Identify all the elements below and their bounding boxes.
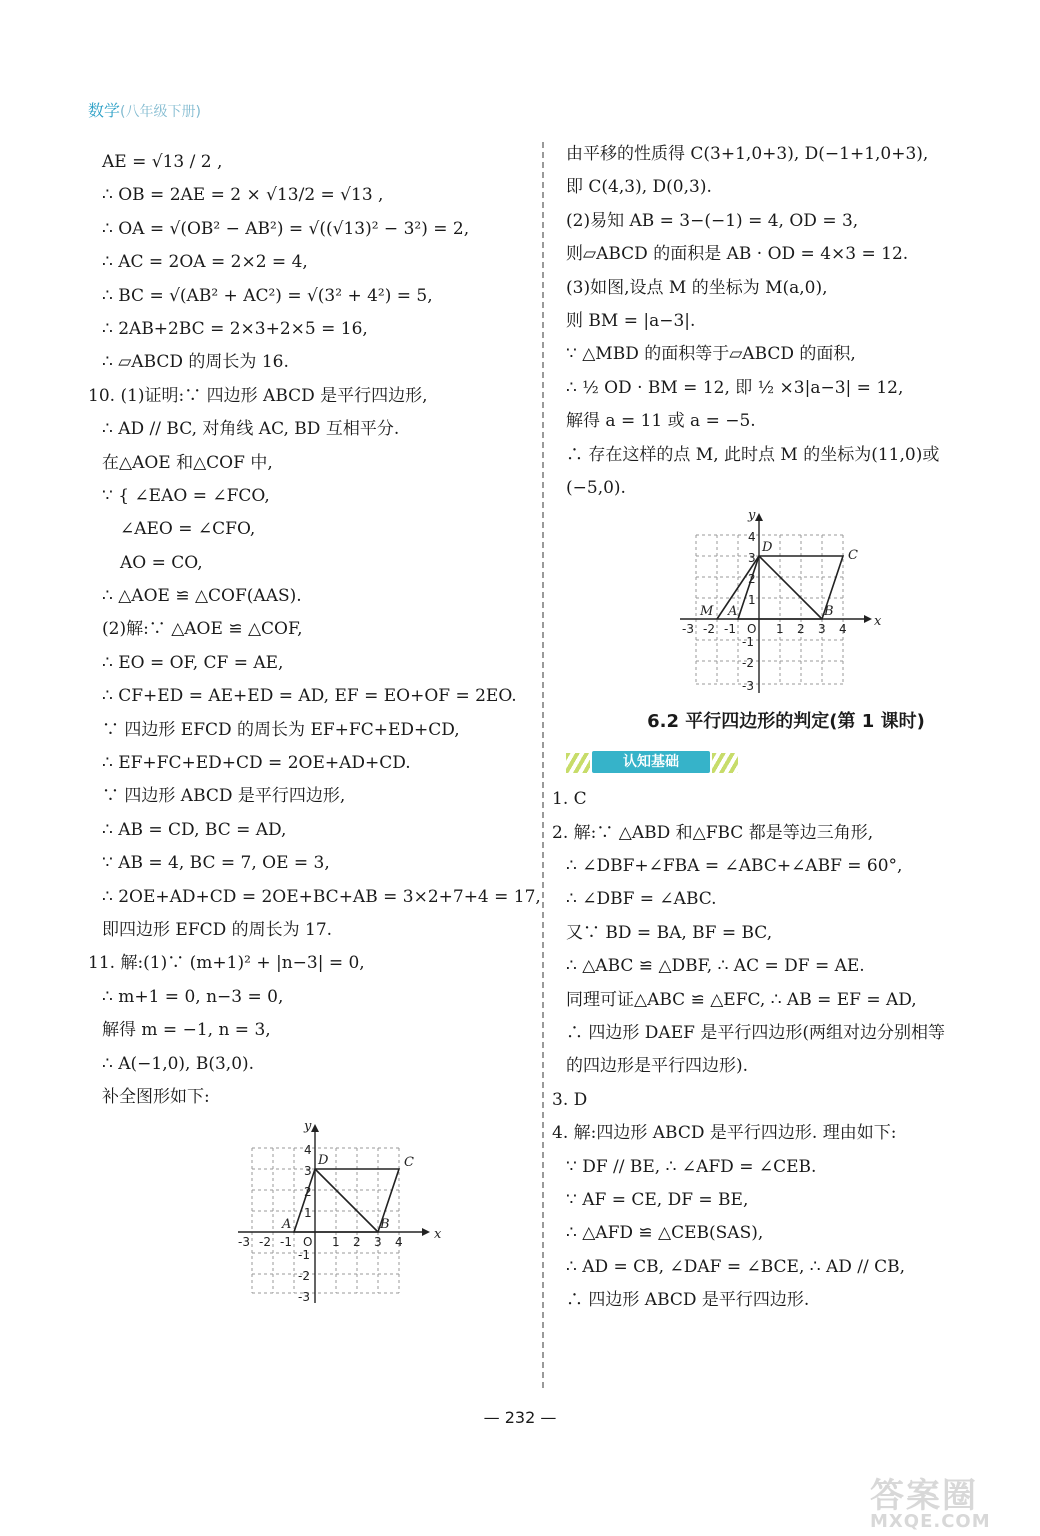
origin-label: O [303,1235,313,1250]
page-header [88,98,201,121]
y-tick: -1 [298,1248,310,1263]
point-B: B [824,604,834,620]
x-tick: -3 [682,622,694,637]
text-line: 则 BM = |a−3|. [566,310,696,331]
x-tick: 3 [818,622,826,637]
text-line: 补全图形如下: [102,1086,210,1107]
point-A: A [728,604,738,620]
text-line: ∴ AC = 2OA = 2×2 = 4, [102,252,308,273]
text-line: ∴ AD = CB, ∠DAF = ∠BCE, ∴ AD // CB, [566,1256,906,1277]
text-line: ∴ A(−1,0), B(3,0). [102,1053,255,1074]
text-line: ∴ △ABC ≌ △DBF, ∴ AC = DF = AE. [566,956,865,977]
subject-label: 数学 [88,101,121,120]
banner-label: 认知基础 [592,751,710,773]
section-banner [566,749,746,775]
question-10: 10. (1)证明:∵ 四边形 ABCD 是平行四边形, [88,385,428,406]
text-line: ∴ 2AB+2BC = 2×3+2×5 = 16, [102,318,368,339]
coordinate-figure-right [666,509,886,699]
text-line: ∵ AB = 4, BC = 7, OE = 3, [102,853,330,874]
text-line: ∴ m+1 = 0, n−3 = 0, [102,986,284,1007]
text-line: ∴ 四边形 DAEF 是平行四边形(两组对边分别相等 [566,1023,945,1044]
text-line: ∴ △AFD ≌ △CEB(SAS), [566,1223,764,1244]
y-tick: 2 [748,572,756,587]
text-line: ∴ OA = √(OB² − AB²) = √((√13)² − 3²) = 2, [102,218,470,239]
text-line: 则▱ABCD 的面积是 AB · OD = 4×3 = 12. [566,244,909,265]
x-tick: 2 [353,1235,361,1250]
point-B: B [380,1217,390,1233]
text-line: 即 C(4,3), D(0,3). [566,177,712,198]
x-axis-label: x [874,614,882,630]
text-line: 解得 m = −1, n = 3, [102,1020,271,1041]
banner-stripes-left [566,753,590,773]
y-tick: 3 [304,1164,312,1179]
section-title: 6.2 平行四边形的判定(第 1 课时) [647,711,925,733]
question-4: 4. 解:四边形 ABCD 是平行四边形. 理由如下: [552,1123,897,1144]
x-tick: -2 [259,1235,271,1250]
text-line: ∴ EF+FC+ED+CD = 2OE+AD+CD. [102,753,411,774]
x-tick: 1 [776,622,784,637]
question-1: 1. C [552,789,587,810]
banner-stripes-right [712,753,738,773]
y-axis-label: y [748,509,756,524]
point-D: D [318,1153,329,1169]
point-D: D [762,540,773,556]
text-line: AE = √13 / 2 , [102,152,223,172]
text-line: 在△AOE 和△COF 中, [102,452,273,473]
text-line: ∴ CF+ED = AE+ED = AD, EF = EO+OF = 2EO. [102,686,517,707]
text-line: ∵ { ∠EAO = ∠FCO, [102,485,270,506]
y-axis-label: y [304,1119,312,1135]
text-line: (2)解:∵ △AOE ≌ △COF, [102,619,303,640]
page-number: — 232 — [483,1408,557,1427]
y-tick: -1 [742,635,754,650]
text-line: AO = CO, [120,552,203,573]
text-line: (2)易知 AB = 3−(−1) = 4, OD = 3, [566,210,859,231]
x-tick: 4 [839,622,847,637]
text-line: 又∵ BD = BA, BF = BC, [566,922,773,943]
text-line: ∵ 四边形 EFCD 的周长为 EF+FC+ED+CD, [102,719,460,740]
grade-label: (八年级下册) [120,104,201,120]
x-tick: 3 [374,1235,382,1250]
column-divider [542,142,544,1388]
x-axis-label: x [434,1227,442,1243]
x-tick: 2 [797,622,805,637]
text-line: ∴ AD // BC, 对角线 AC, BD 互相平分. [102,419,400,440]
text-line: ∴ ½ OD · BM = 12, 即 ½ ×3|a−3| = 12, [566,377,904,398]
text-line: ∴ △AOE ≌ △COF(AAS). [102,586,302,607]
text-line: ∴ 存在这样的点 M, 此时点 M 的坐标为(11,0)或 [566,444,940,465]
text-line: ∴ ∠DBF = ∠ABC. [566,889,717,910]
text-line: ∵ 四边形 ABCD 是平行四边形, [102,786,346,807]
left-column [88,150,541,1308]
text-line: ∴ 2OE+AD+CD = 2OE+BC+AB = 3×2+7+4 = 17, [102,886,541,907]
right-column [552,142,1006,1322]
text-line: 同理可证△ABC ≌ △EFC, ∴ AB = EF = AD, [566,989,917,1010]
text-line: 的四边形是平行四边形). [566,1056,749,1077]
y-tick: 4 [304,1143,312,1158]
x-tick: -1 [280,1235,292,1250]
point-M: M [700,604,714,620]
text-line: ∴ ▱ABCD 的周长为 16. [102,352,289,373]
text-line: 由平移的性质得 C(3+1,0+3), D(−1+1,0+3), [566,144,929,164]
watermark [870,1468,1030,1532]
y-tick: 1 [304,1206,312,1221]
text-line: (−5,0). [566,477,626,498]
y-tick: -2 [298,1269,310,1284]
x-tick: -2 [703,622,715,637]
text-line: ∴ AB = CD, BC = AD, [102,819,287,840]
question-11: 11. 解:(1)∵ (m+1)² + |n−3| = 0, [88,953,365,974]
text-line: ∴ ∠DBF+∠FBA = ∠ABC+∠ABF = 60°, [566,856,903,877]
y-tick: -2 [742,656,754,671]
text-line: 解得 a = 11 或 a = −5. [566,411,756,432]
point-A: A [282,1217,292,1233]
x-tick: -1 [724,622,736,637]
y-tick: -3 [298,1290,310,1305]
text-line: ∵ DF // BE, ∴ ∠AFD = ∠CEB. [566,1156,817,1177]
text-line: ∴ OB = 2AE = 2 × √13/2 = √13 , [102,185,384,206]
text-line: (3)如图,设点 M 的坐标为 M(a,0), [566,277,828,298]
y-tick: -3 [742,679,754,694]
point-C: C [404,1155,414,1171]
question-2: 2. 解:∵ △ABD 和△FBC 都是等边三角形, [552,822,874,843]
text-line: ∴ BC = √(AB² + AC²) = √(3² + 4²) = 5, [102,285,433,306]
coordinate-figure-left [232,1118,442,1308]
watermark-url: MXQE.COM [870,1511,991,1532]
y-tick: 2 [304,1185,312,1200]
text-line: ∴ 四边形 ABCD 是平行四边形. [566,1290,810,1311]
watermark-logo: 答案圈 [870,1476,978,1516]
text-line: ∵ △MBD 的面积等于▱ABCD 的面积, [566,344,856,365]
origin-label: O [747,622,757,637]
text-line: 即四边形 EFCD 的周长为 17. [102,919,333,940]
text-line: ∠AEO = ∠CFO, [120,519,256,540]
text-line: ∴ EO = OF, CF = AE, [102,652,284,673]
x-tick: 1 [332,1235,340,1250]
x-tick: 4 [395,1235,403,1250]
x-tick: -3 [238,1235,250,1250]
point-C: C [848,548,858,564]
y-tick: 1 [748,593,756,608]
y-tick: 3 [748,551,756,566]
question-3: 3. D [552,1089,588,1110]
y-tick: 4 [748,530,756,545]
text-line: ∵ AF = CE, DF = BE, [566,1189,749,1210]
